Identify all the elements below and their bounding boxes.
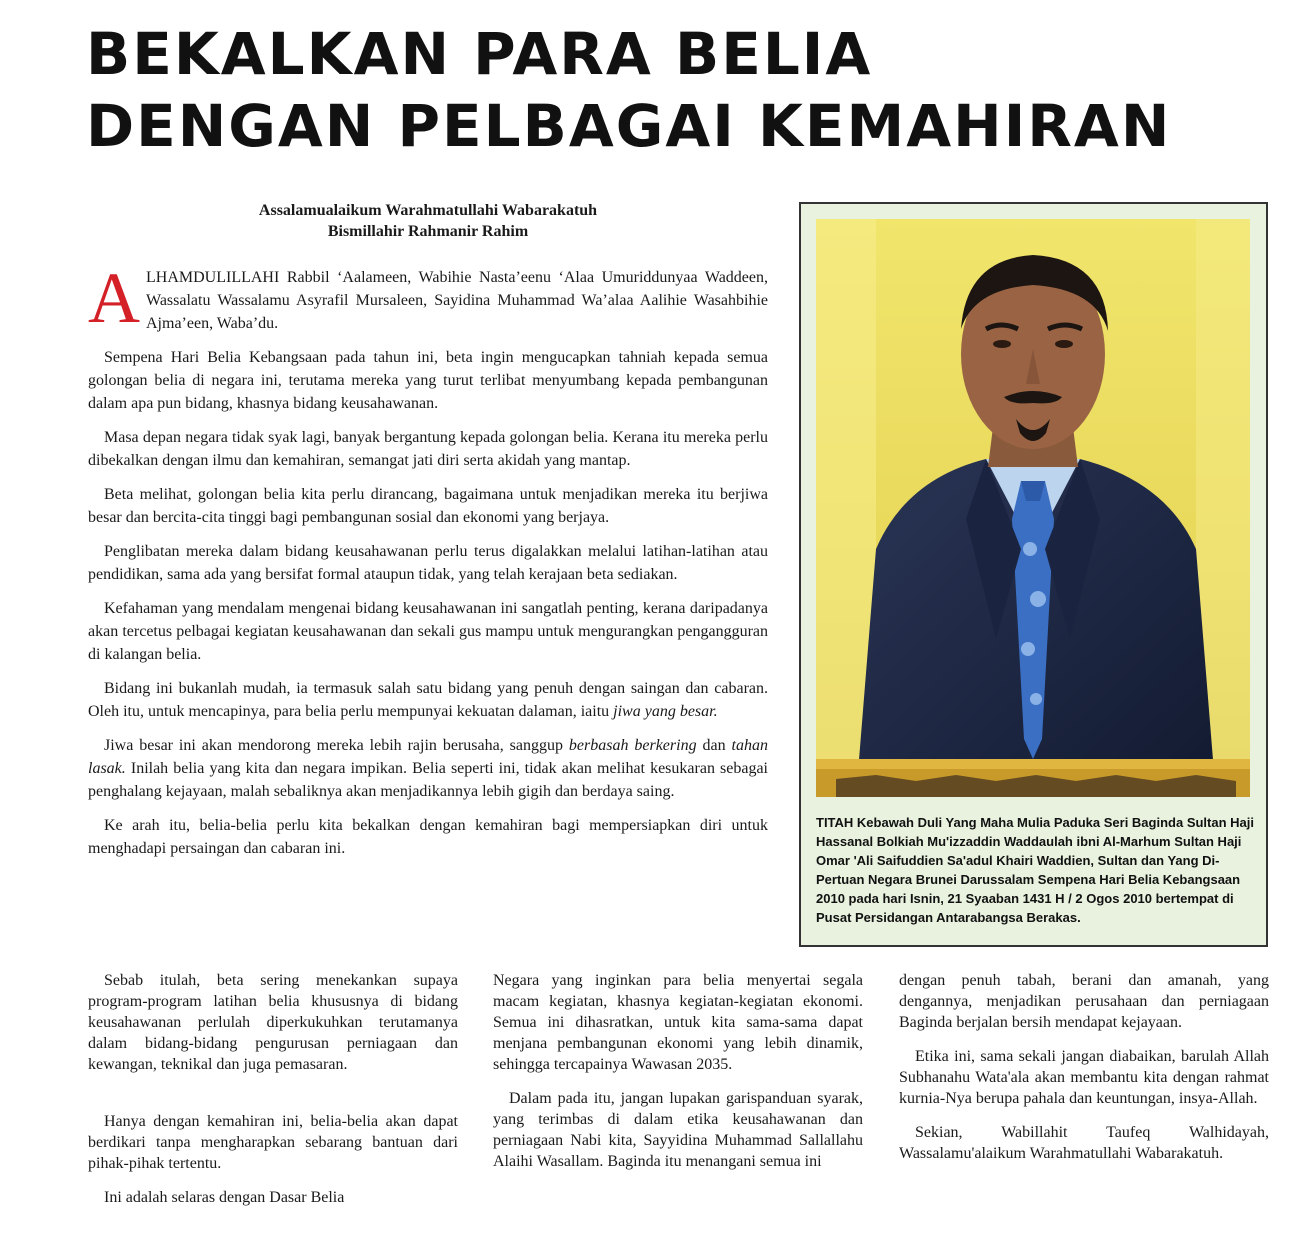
emphasis: tahan lasak. bbox=[88, 737, 768, 777]
column-2 bbox=[493, 970, 863, 1185]
paragraph: Negara yang inginkan para belia menyertai segala macam kegiatan, khasnya kegiatan-kegiatan ekonomi. Semua ini dihasratkan, untuk kita sama-sama dapat menjana pembangunan ekonomi yang lebih dinamik, sehingga tercapainya Wawasan 2035. bbox=[493, 972, 863, 1073]
lead-text bbox=[88, 258, 768, 871]
paragraph: dengan penuh tabah, berani dan amanah, yang dengannya, menjadikan perusahaan dan perniagaan Baginda berjalan bersih mendapat kejayaan. bbox=[899, 972, 1269, 1031]
closing-paragraph: Sekian, Wabillahit Taufeq Walhidayah, Wassalamu'alaikum Warahmatullahi Wabarakatuh. bbox=[899, 1124, 1269, 1162]
paragraph: Sebab itulah, beta sering menekankan supaya program-program latihan belia khususnya di bidang keusahawanan perlulah diperkukuhkan terutamanya dalam bidang-bidang pengurusan perniagaan dan kewangan, teknikal dan juga pemasaran. bbox=[88, 972, 458, 1073]
drop-cap: A bbox=[88, 258, 140, 338]
portrait-photo bbox=[816, 219, 1250, 797]
paragraph: Ini adalah selaras dengan Dasar Belia bbox=[104, 1189, 345, 1206]
headline-line-1: BEKALKAN PARA BELIA bbox=[86, 20, 873, 88]
opening-paragraph: ALHAMDULILLAHI Rabbil ‘Aalameen, Wabihie Nasta’eenu ‘Alaa Umuriddunyaa Waddeen, Wassalatu Wassalamu Asyrafil Mursaleen, Sayidina Muhammad Wa’alaa Aalihie Wasahbihie Ajma’een, Waba’du. bbox=[88, 258, 768, 338]
salutation-line-2: Bismillahir Rahmanir Rahim bbox=[327, 223, 529, 240]
paragraph: Hanya dengan kemahiran ini, belia-belia akan dapat berdikari tanpa mengharapkan sebarang bantuan dari pihak-pihak tertentu. bbox=[88, 1113, 458, 1172]
paragraph: Ke arah itu, belia-belia perlu kita bekalkan dengan kemahiran bagi mempersiapkan diri untuk menghadapi persaingan dan cabaran ini. bbox=[88, 817, 768, 857]
paragraph: Dalam pada itu, jangan lupakan garispanduan syarak, yang terimbas di dalam etika keusahawanan dan perniagaan Nabi kita, Sayyidina Muhammad Sallallahu Alaihi Wasallam. Baginda itu menangani semua ini bbox=[493, 1090, 863, 1170]
paragraph: Kefahaman yang mendalam mengenai bidang keusahawanan ini sangatlah penting, kerana daripadanya akan tercetus pelbagai kegiatan keusahawanan dan sekali gus mampu untuk mengurangkan pengangguran di kalangan belia. bbox=[88, 600, 768, 663]
salutation bbox=[88, 200, 768, 242]
photo-caption: TITAH Kebawah Duli Yang Maha Mulia Paduka Seri Baginda Sultan Haji Hassanal Bolkiah Mu'izzaddin Waddaulah ibni Al-Marhum Sultan Haji Omar 'Ali Saifuddien Sa'adul Khairi Waddien, Sultan dan Yang Di-Pertuan Negara Brunei Darussalam Sempena Hari Belia Kebangsaan 2010 pada hari Isnin, 21 Syaaban 1431 H / 2 Ogos 2010 bertempat di Pusat Persidangan Antarabangsa Berakas. bbox=[816, 815, 1254, 925]
emphasis: jiwa yang besar. bbox=[613, 703, 718, 720]
paragraph: Etika ini, sama sekali jangan diabaikan, barulah Allah Subhanahu Wata'ala akan membantu kita dengan rahmat kurnia-Nya berupa pahala dan keuntungan, insya-Allah. bbox=[899, 1048, 1269, 1107]
portrait-illustration bbox=[816, 219, 1250, 797]
paragraph: Penglibatan mereka dalam bidang keusahawanan perlu terus digalakkan melalui latihan-latihan atau pendidikan, sama ada yang bersifat formal ataupun tidak, yang telah kerajaan beta sediakan. bbox=[88, 543, 768, 583]
emphasis: berbasah berkering bbox=[568, 737, 697, 754]
paragraph: Sempena Hari Belia Kebangsaan pada tahun ini, beta ingin mengucapkan tahniah kepada semua golongan belia di negara ini, terutama mereka yang turut terlibat menyumbang kepada pembangunan dalam apa pun bidang, khasnya bidang keusahawanan. bbox=[88, 349, 768, 412]
paragraph: Jiwa besar ini akan mendorong mereka lebih rajin berusaha, sanggup berbasah berkering dan tahan lasak. Inilah belia yang kita dan negara impikan. Belia seperti ini, tidak akan melihat kesukaran sebagai penghalang kejayaan, malah sebaliknya akan menjadikannya lebih gigih dan berdaya saing. bbox=[88, 737, 768, 800]
paragraph: Bidang ini bukanlah mudah, ia termasuk salah satu bidang yang penuh dengan saingan dan cabaran. Oleh itu, untuk mencapinya, para belia perlu mempunyai kekuatan dalaman, iaitu jiwa yang besar. bbox=[88, 680, 768, 720]
column-1 bbox=[88, 970, 458, 1221]
headline-line-2: DENGAN PELBAGAI KEMAHIRAN bbox=[86, 92, 1172, 160]
salutation-line-1: Assalamualaikum Warahmatullahi Wabarakatuh bbox=[258, 202, 598, 219]
column-3 bbox=[899, 970, 1269, 1177]
paragraph: Masa depan negara tidak syak lagi, banyak bergantung kepada golongan belia. Kerana itu mereka perlu dibekalkan dengan ilmu dan kemahiran, semangat jati diri serta akidah yang mantap. bbox=[88, 429, 768, 469]
paragraph: Beta melihat, golongan belia kita perlu dirancang, bagaimana untuk menjadikan mereka itu berjiwa besar dan bercita-cita tinggi bagi pembangunan sosial dan ekonomi yang berjaya. bbox=[88, 486, 768, 526]
photo-box bbox=[799, 202, 1268, 947]
headline bbox=[86, 18, 1276, 162]
